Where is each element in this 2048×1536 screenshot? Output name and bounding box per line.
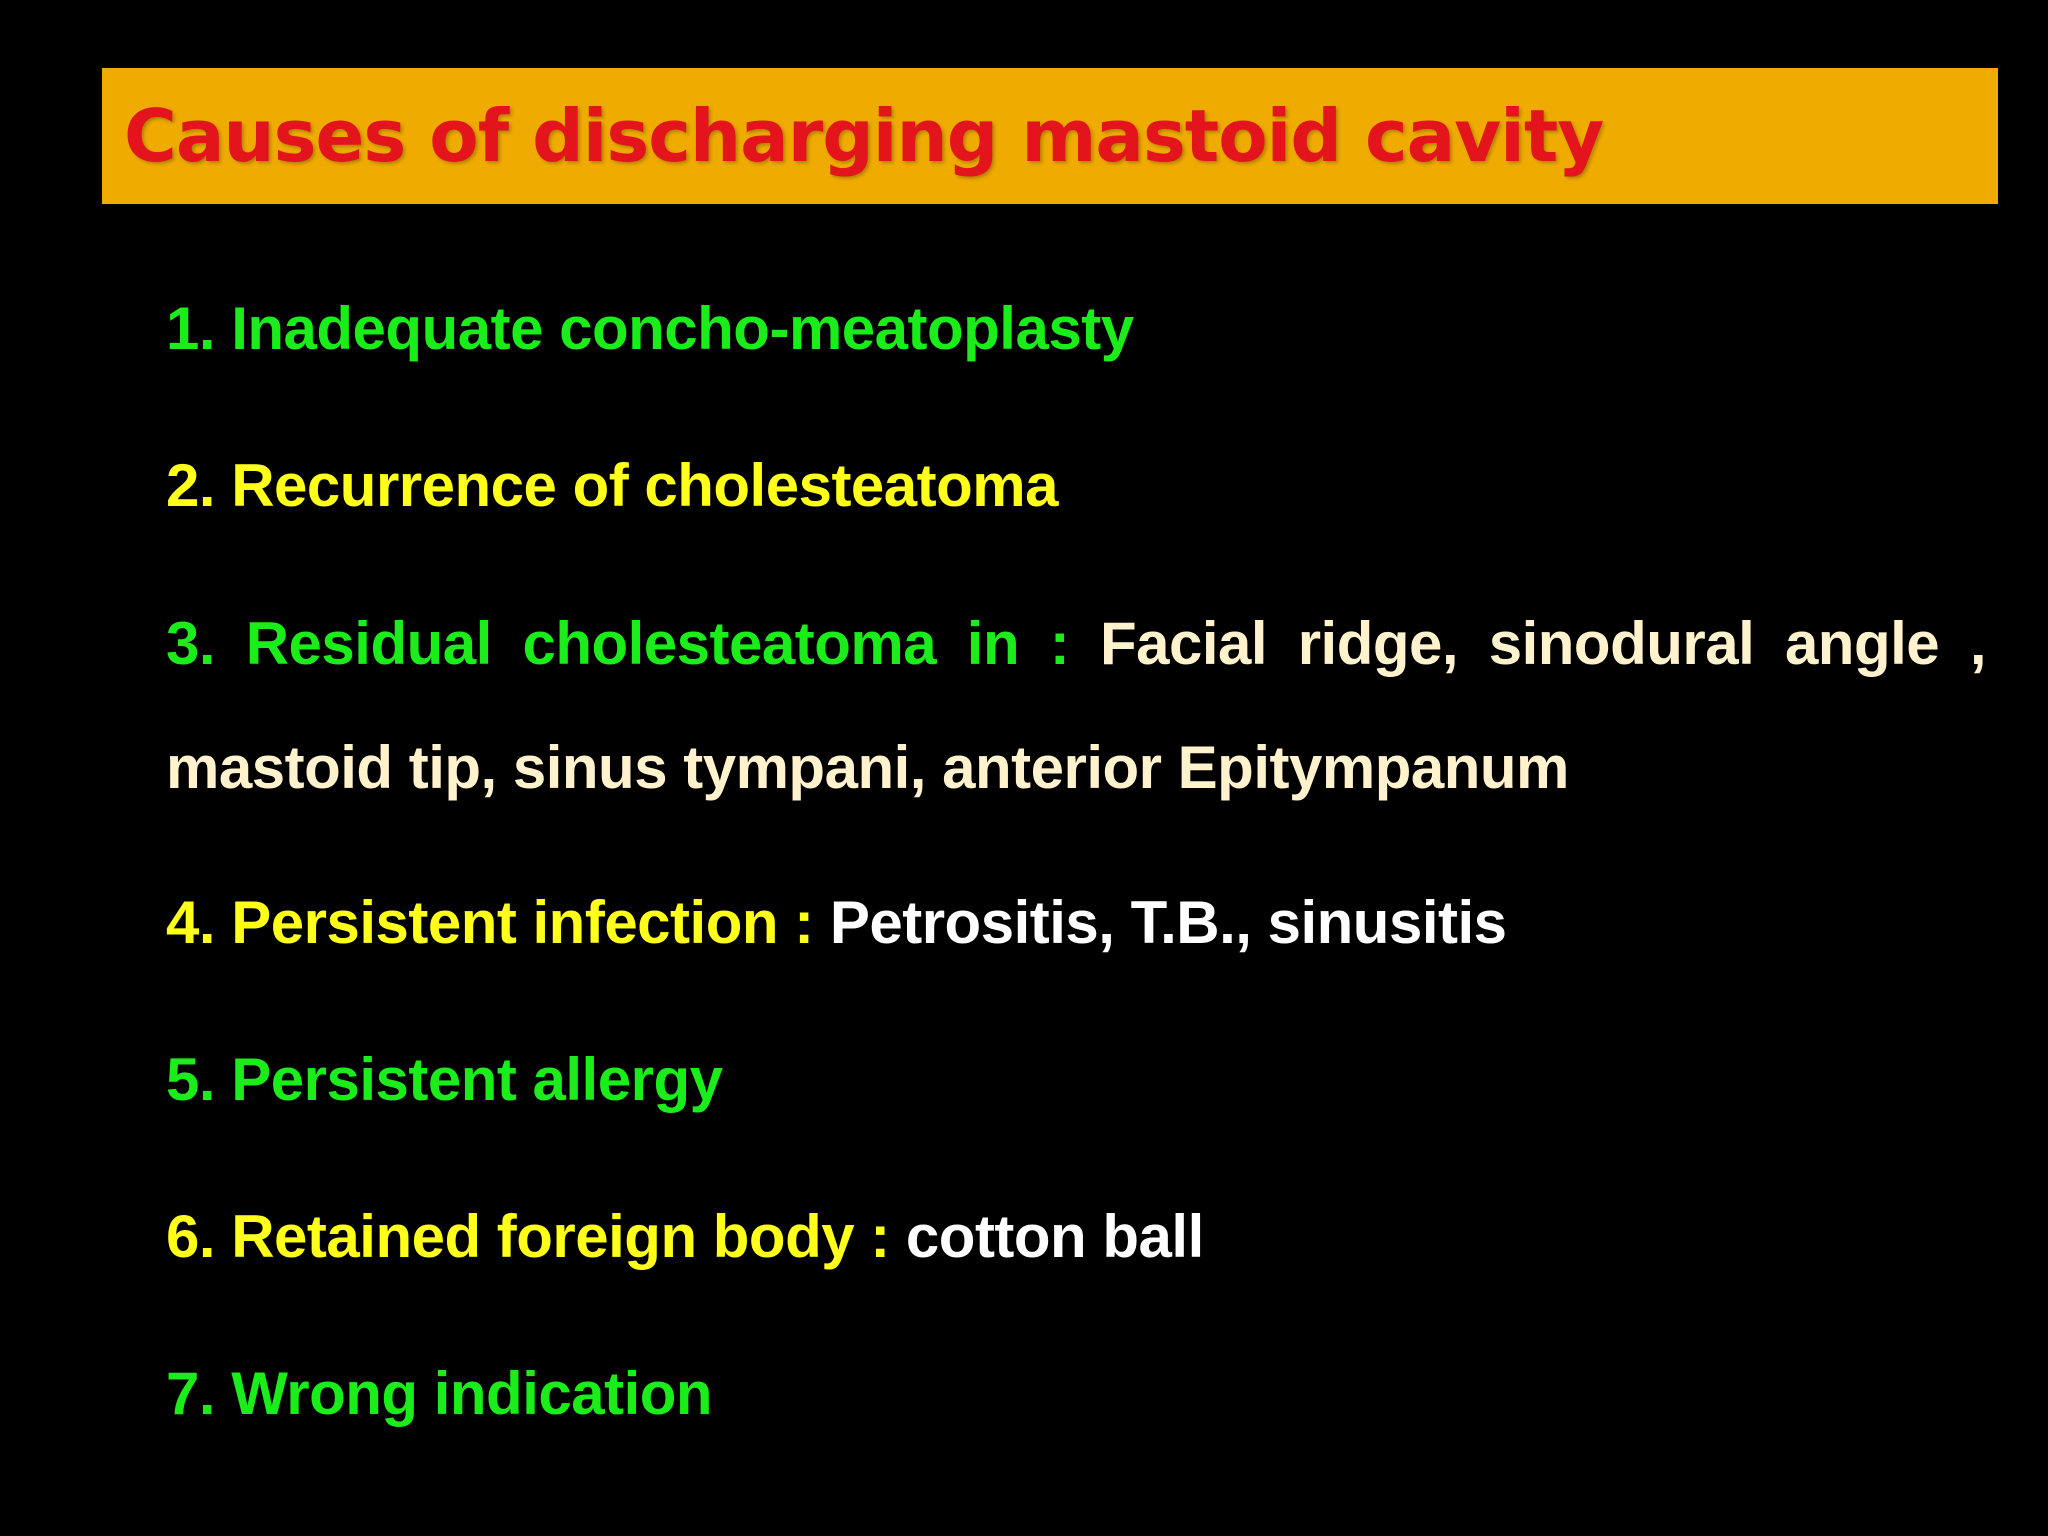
list-item-4: [166, 887, 1507, 959]
list-item-number: 2.: [166, 452, 216, 519]
list-item-detail: Petrositis, T.B., sinusitis: [829, 889, 1507, 956]
list-item-number: 4.: [166, 889, 216, 956]
list-item-heading: Persistent infection :: [231, 889, 814, 956]
list-item-7: [166, 1358, 712, 1430]
title-bar: [102, 68, 1998, 204]
list-item-2: [166, 450, 1058, 522]
list-item-heading: Retained foreign body :: [231, 1203, 890, 1270]
list-item-6: [166, 1201, 1204, 1273]
list-item-3: [166, 582, 1986, 830]
list-item-heading: Inadequate concho-meatoplasty: [231, 295, 1134, 362]
list-item-number: 7.: [166, 1360, 216, 1427]
list-item-heading: Residual cholesteatoma in :: [245, 610, 1070, 677]
list-item-detail: Facial ridge, sinodural angle , mastoid tip, sinus tympani, anterior Epitympanum: [166, 610, 1986, 801]
list-item-1: [166, 293, 1134, 365]
list-item-heading: Wrong indication: [231, 1360, 713, 1427]
list-item-detail: cotton ball: [905, 1203, 1204, 1270]
slide-title: Causes of discharging mastoid cavity: [124, 94, 1604, 178]
list-item-number: 1.: [166, 295, 216, 362]
list-item-heading: Recurrence of cholesteatoma: [231, 452, 1059, 519]
list-item-number: 6.: [166, 1203, 216, 1270]
list-item-number: 3.: [166, 610, 216, 677]
list-item-5: [166, 1044, 722, 1116]
list-item-heading: Persistent allergy: [231, 1046, 723, 1113]
list-item-number: 5.: [166, 1046, 216, 1113]
